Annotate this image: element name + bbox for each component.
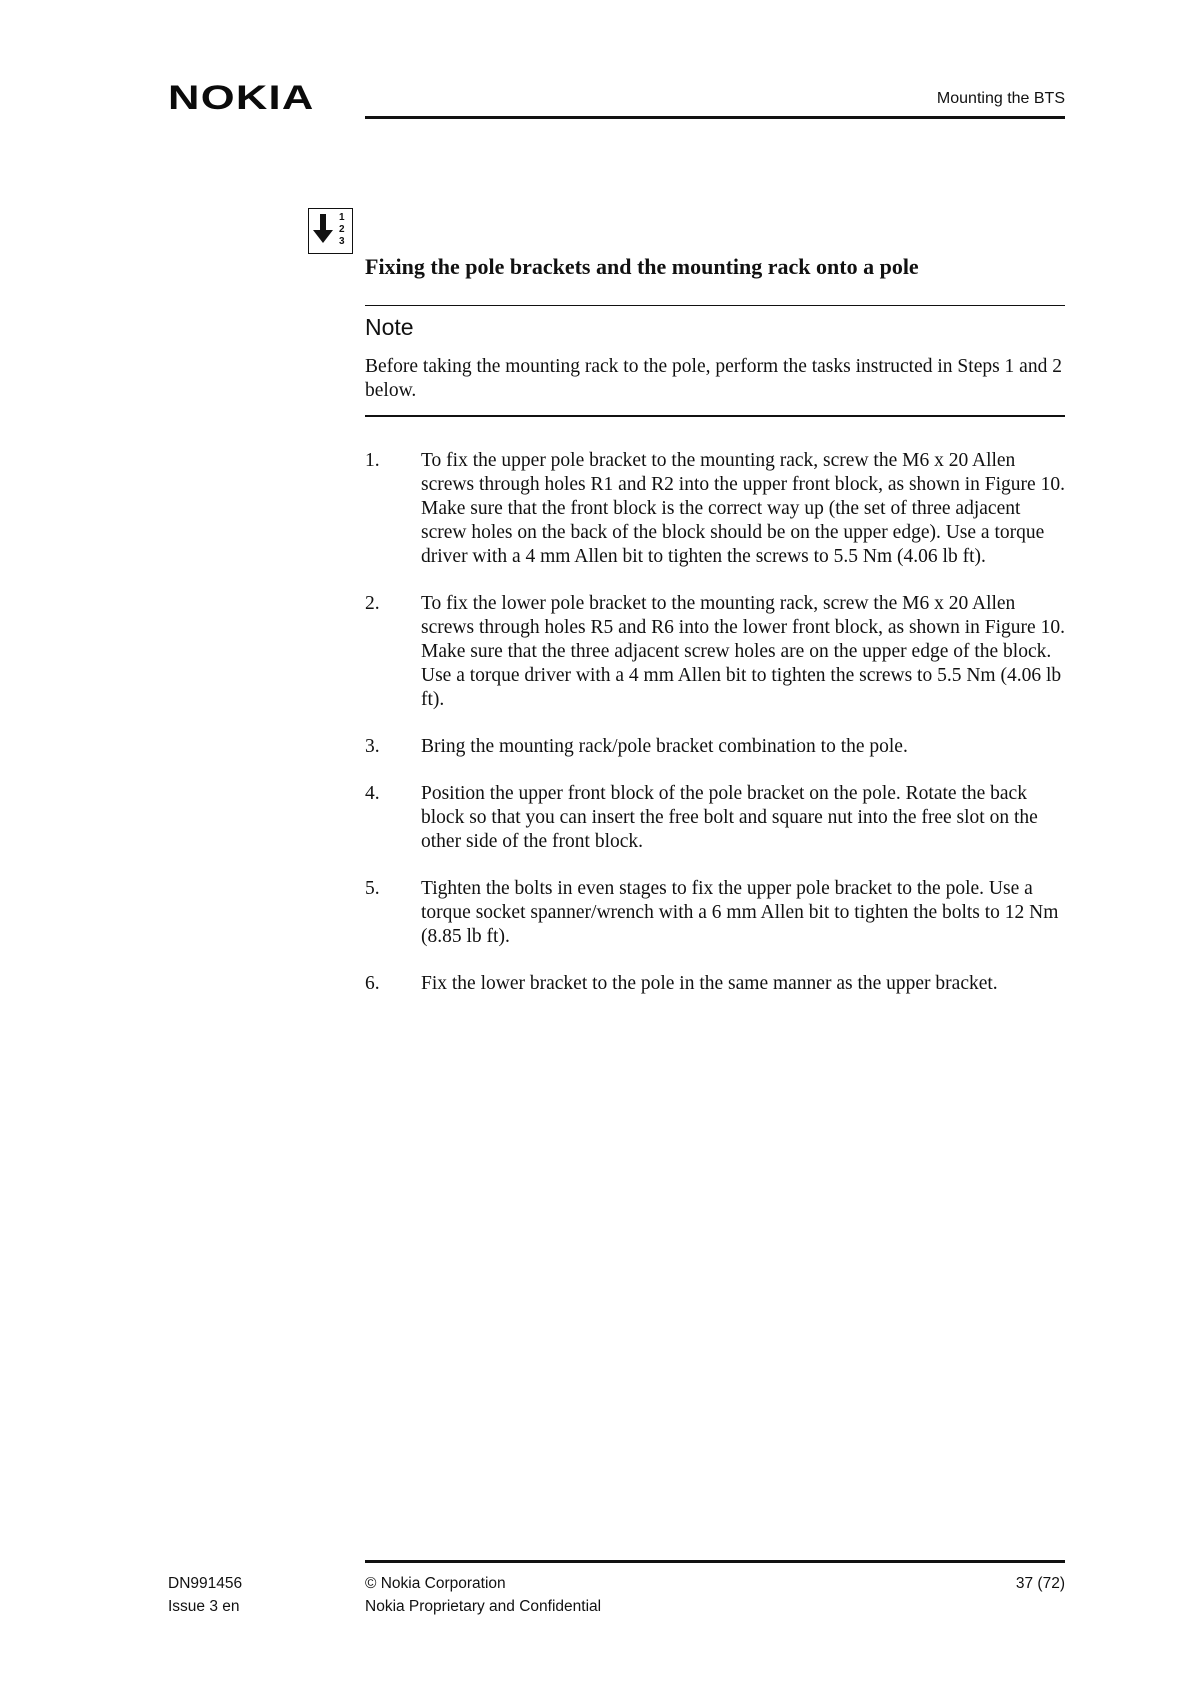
step-item	[365, 782, 1067, 854]
copyright: © Nokia Corporation	[365, 1575, 506, 1592]
step-item	[365, 592, 1067, 712]
doc-id: DN991456	[168, 1575, 243, 1592]
step-text: Tighten the bolts in even stages to fix the upper pole bracket to the pole. Use a torque socket spanner/wrench with a 6 mm Allen bit to tighten the bolts to 12 Nm (8.85 lb ft).	[421, 878, 1059, 947]
step-item	[365, 972, 1067, 996]
step-item	[365, 449, 1067, 569]
step-text: Position the upper front block of the pole bracket on the pole. Rotate the back block so that you can insert the free bolt and square nut into the free slot on the other side of the front block.	[421, 783, 1038, 852]
step-number: 2	[339, 224, 345, 235]
step-text: Bring the mounting rack/pole bracket combination to the pole.	[421, 736, 908, 757]
footer-rule	[365, 1560, 1065, 1563]
step-text: To fix the lower pole bracket to the mounting rack, screw the M6 x 20 Allen screws through holes R5 and R6 into the lower front block, as shown in Figure 10. Make sure that the three adjacent screw holes are on the upper edge of the block. Use a torque driver with a 4 mm Allen bit to tighten the screws to 5.5 Nm (4.06 lb ft).	[421, 593, 1065, 710]
section-name: Mounting the BTS	[936, 90, 1065, 107]
note-text: Before taking the mounting rack to the pole, perform the tasks instructed in Steps 1 and 2 below.	[365, 356, 1062, 401]
page-number: 37 (72)	[1015, 1575, 1065, 1592]
step-num: 1.	[365, 450, 380, 471]
step-numbers	[339, 212, 345, 248]
confidential: Nokia Proprietary and Confidential	[365, 1598, 602, 1615]
step-text: To fix the upper pole bracket to the mounting rack, screw the M6 x 20 Allen screws through holes R1 and R2 into the upper front block, as shown in Figure 10. Make sure that the front block is the correct way up (the set of three adjacent screw holes on the back of the block should be on the upper edge). Use a torque driver with a 4 mm Allen bit to tighten the screws to 5.5 Nm (4.06 lb ft).	[421, 450, 1065, 567]
note-rule-top	[365, 305, 1065, 306]
step-item	[365, 735, 1067, 759]
down-arrow-icon	[309, 209, 354, 255]
note-label: Note	[365, 314, 414, 340]
step-number: 1	[339, 212, 345, 223]
footer-copyright	[365, 1572, 601, 1618]
step-text: Fix the lower bracket to the pole in the same manner as the upper bracket.	[421, 973, 998, 994]
step-num: 5.	[365, 878, 380, 899]
step-num: 4.	[365, 783, 380, 804]
procedure-steps-icon	[308, 208, 353, 254]
procedure-title: Fixing the pole brackets and the mounting rack onto a pole	[365, 254, 919, 279]
step-num: 3.	[365, 736, 380, 757]
step-number: 3	[339, 236, 345, 247]
note-rule-bottom	[365, 415, 1065, 417]
nokia-logo: NOKIA	[168, 79, 315, 117]
footer-doc-info	[168, 1572, 242, 1618]
steps-list	[365, 449, 1067, 1019]
step-item	[365, 877, 1067, 949]
issue: Issue 3 en	[168, 1598, 240, 1615]
step-num: 6.	[365, 973, 380, 994]
header-rule	[365, 116, 1065, 119]
step-num: 2.	[365, 593, 380, 614]
